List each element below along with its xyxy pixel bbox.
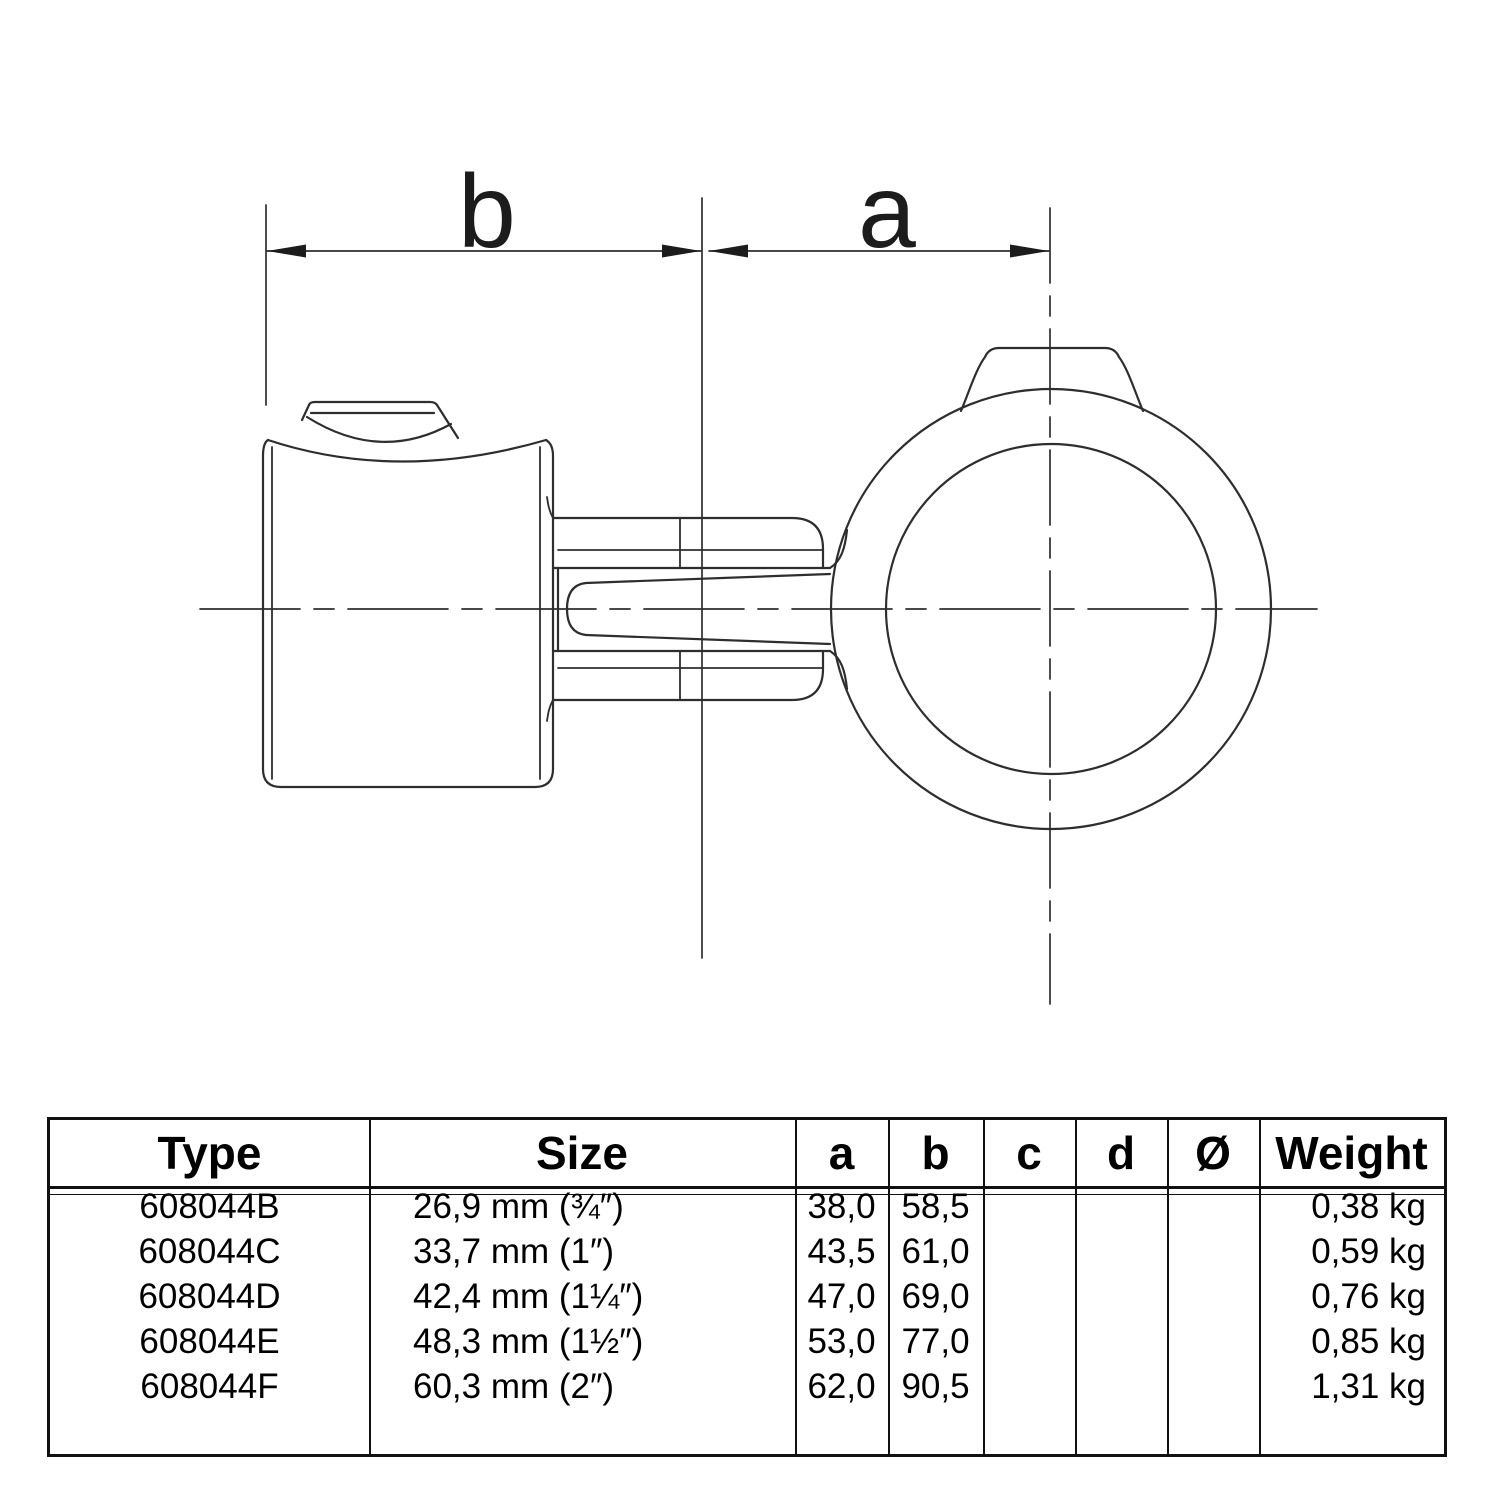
header-weight: Weight	[1275, 1127, 1428, 1179]
row-size: 60,3 mm (2″)	[413, 1366, 615, 1406]
header-type: Type	[157, 1127, 262, 1179]
row-weight: 0,85 kg	[1311, 1321, 1426, 1361]
row-weight: 1,31 kg	[1311, 1366, 1426, 1406]
row-a: 53,0	[807, 1321, 876, 1361]
row-a: 47,0	[807, 1276, 876, 1316]
row-type: 608044C	[138, 1231, 281, 1271]
row-b: 61,0	[901, 1231, 970, 1271]
fork-lower-arm	[553, 651, 823, 700]
ring-top-lug	[961, 348, 1143, 411]
row-b: 90,5	[901, 1366, 970, 1406]
table-row	[50, 1274, 1444, 1319]
fork-slot-taper-top	[586, 574, 830, 583]
header-d: d	[1106, 1127, 1136, 1179]
table-row	[50, 1184, 1444, 1229]
row-b: 69,0	[901, 1276, 970, 1316]
header-c: c	[1016, 1127, 1042, 1179]
row-weight: 0,76 kg	[1311, 1276, 1426, 1316]
row-type: 608044F	[140, 1366, 279, 1406]
cylinder-outline	[263, 440, 553, 787]
arrowhead-a-left	[709, 245, 748, 258]
table-row	[50, 1229, 1444, 1274]
row-type: 608044B	[139, 1186, 280, 1226]
row-type: 608044D	[138, 1276, 281, 1316]
header-b: b	[921, 1127, 950, 1179]
dim-label-a: a	[858, 154, 916, 270]
arrowhead-a-right	[1010, 245, 1049, 258]
header-size: Size	[535, 1127, 629, 1179]
dim-label-b: b	[458, 154, 516, 270]
fork-upper-arm	[553, 518, 823, 568]
cylinder-saddle-arc-lower	[268, 440, 546, 462]
table-body	[50, 1184, 1444, 1409]
arrowhead-b-left	[267, 245, 306, 258]
header-diameter: Ø	[1195, 1127, 1231, 1179]
row-size: 42,4 mm (1¼″)	[413, 1276, 644, 1316]
spec-table	[47, 1117, 1447, 1457]
table-row	[50, 1319, 1444, 1364]
row-b: 77,0	[901, 1321, 970, 1361]
row-a: 62,0	[807, 1366, 876, 1406]
fork-slot-taper-bottom	[586, 635, 830, 644]
row-weight: 0,38 kg	[1311, 1186, 1426, 1226]
cylinder-neck-top	[309, 402, 437, 405]
row-weight: 0,59 kg	[1311, 1231, 1426, 1271]
row-type: 608044E	[139, 1321, 280, 1361]
row-size: 26,9 mm (¾″)	[413, 1186, 624, 1226]
table-row	[50, 1364, 1444, 1409]
row-a: 38,0	[807, 1186, 876, 1226]
arrowhead-b-right	[662, 245, 701, 258]
header-a: a	[828, 1127, 855, 1179]
row-size: 33,7 mm (1″)	[413, 1231, 615, 1271]
table-header-row	[50, 1120, 1444, 1186]
row-b: 58,5	[901, 1186, 970, 1226]
row-size: 48,3 mm (1½″)	[413, 1321, 644, 1361]
cylinder-saddle-arc-upper	[307, 417, 451, 442]
row-a: 43,5	[807, 1231, 876, 1271]
cylinder-neck-right-slope	[437, 405, 458, 438]
